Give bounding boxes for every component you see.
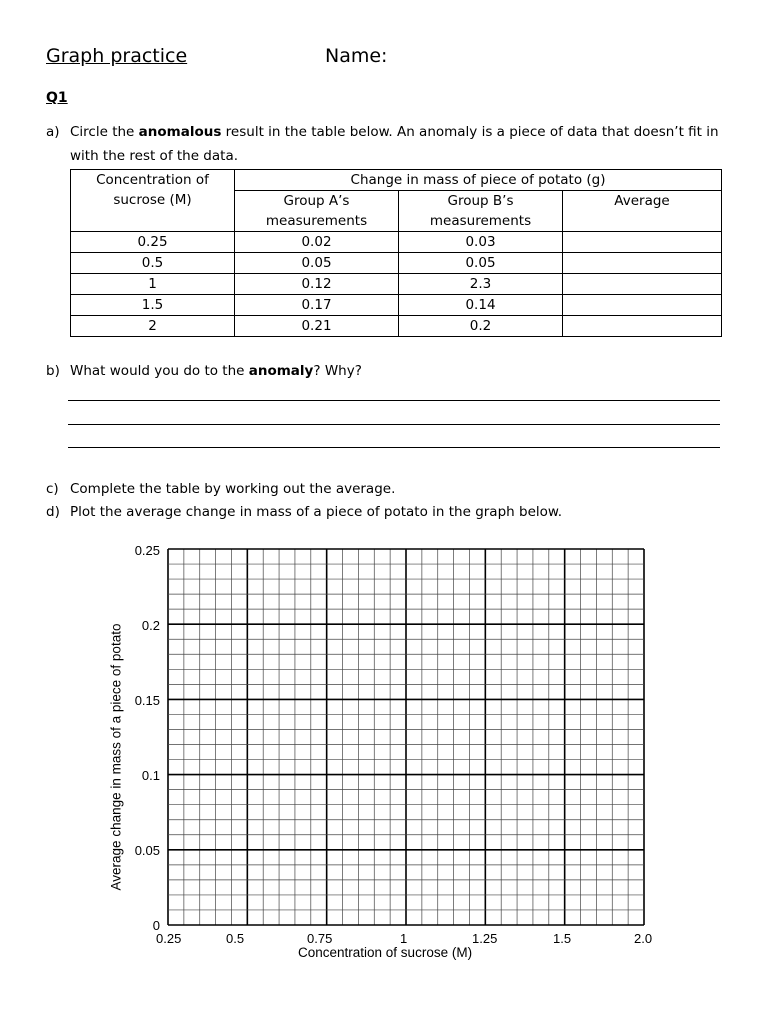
- y-tick-label: 0.05: [134, 843, 160, 858]
- question-c-label: c): [46, 481, 59, 497]
- cell-group-a: 0.02: [235, 232, 399, 253]
- question-a-label: a): [46, 124, 60, 140]
- question-b-label: b): [46, 363, 60, 379]
- header-concentration: Concentration of sucrose (M): [71, 170, 235, 232]
- x-tick-label: 0.75: [307, 931, 333, 946]
- question-a-keyword: anomalous: [138, 124, 222, 140]
- cell-group-b: 0.05: [399, 253, 563, 274]
- cell-concentration: 1.5: [71, 295, 235, 316]
- cell-group-a: 0.12: [235, 274, 399, 295]
- x-tick-label: 1: [400, 931, 408, 946]
- y-tick-label: 0: [152, 918, 160, 933]
- cell-group-b: 0.2: [399, 316, 563, 337]
- cell-concentration: 0.25: [71, 232, 235, 253]
- cell-concentration: 0.5: [71, 253, 235, 274]
- cell-group-b: 2.3: [399, 274, 563, 295]
- x-axis-title: Concentration of sucrose (M): [298, 945, 473, 960]
- x-tick-label: 1.25: [472, 931, 498, 946]
- name-label: Name:: [325, 45, 388, 67]
- graph-grid: [168, 549, 644, 925]
- header-change-in-mass: Change in mass of piece of potato (g): [235, 170, 722, 191]
- cell-group-a: 0.17: [235, 295, 399, 316]
- y-tick-label: 0.1: [141, 768, 160, 783]
- question-b-text-pre: What would you do to the: [70, 363, 249, 379]
- x-tick-label: 0.5: [226, 931, 245, 946]
- worksheet-title: Graph practice: [46, 45, 188, 67]
- x-tick-label: 0.25: [156, 931, 182, 946]
- cell-concentration: 2: [71, 316, 235, 337]
- x-tick-label: 1.5: [553, 931, 572, 946]
- question-b-text-post: ? Why?: [313, 363, 362, 379]
- y-axis-title: Average change in mass of a piece of potato: [108, 623, 124, 891]
- question-heading: Q1: [46, 90, 68, 106]
- question-c-text: Complete the table by working out the average.: [70, 481, 396, 497]
- header-average: Average: [563, 191, 722, 232]
- y-tick-label: 0.15: [134, 693, 160, 708]
- cell-concentration: 1: [71, 274, 235, 295]
- header-group-a: Group A’s measurements: [235, 191, 399, 232]
- cell-group-b: 0.14: [399, 295, 563, 316]
- cell-group-a: 0.21: [235, 316, 399, 337]
- question-b-keyword: anomaly: [248, 363, 314, 379]
- x-tick-label: 2.0: [634, 931, 653, 946]
- header-group-b: Group B’s measurements: [399, 191, 563, 232]
- question-a-text-pre: Circle the: [70, 124, 139, 140]
- y-tick-label: 0.25: [134, 543, 160, 558]
- question-d-text: Plot the average change in mass of a piece of potato in the graph below.: [70, 504, 562, 520]
- question-d-label: d): [46, 504, 60, 520]
- cell-group-b: 0.03: [399, 232, 563, 253]
- question-a-text-post: result in the table below. An anomaly is a piece of data that doesn’t fit in with the rest of the data.: [70, 124, 719, 164]
- cell-group-a: 0.05: [235, 253, 399, 274]
- y-tick-label: 0.2: [141, 618, 160, 633]
